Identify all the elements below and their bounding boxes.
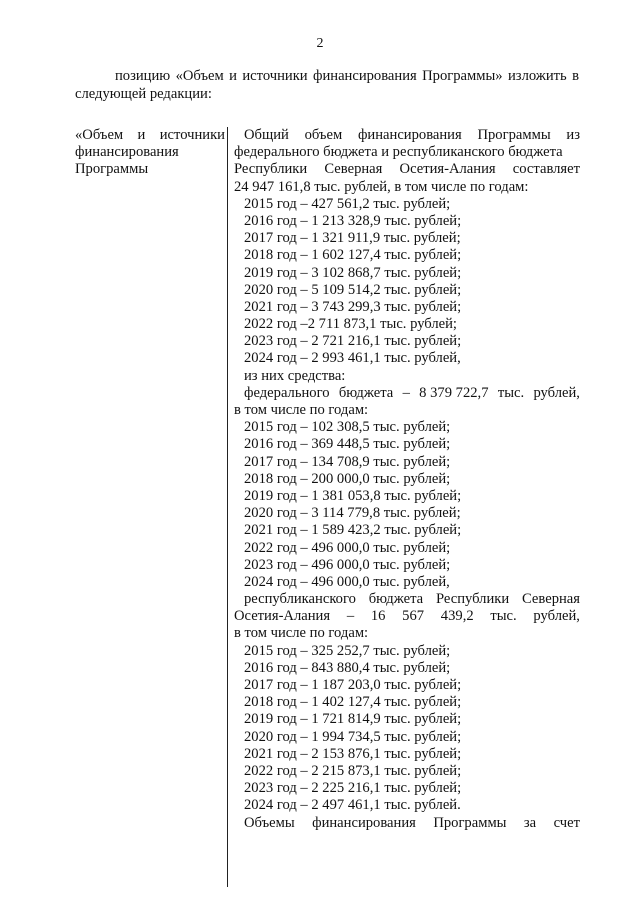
intro-paragraph: позицию «Объем и источники финансирования Программы» изложить в следующей редакции: bbox=[75, 68, 579, 102]
left-cell-line-1 bbox=[75, 127, 225, 144]
total-year-line: 2015 год – 427 561,2 тыс. рублей; bbox=[244, 195, 451, 212]
word: финансирования bbox=[312, 814, 416, 831]
word: из bbox=[566, 127, 580, 143]
total-year-line: 2024 год – 2 993 461,1 тыс. рублей, bbox=[244, 350, 461, 367]
republic-year-line: 2022 год – 2 215 873,1 тыс. рублей; bbox=[244, 762, 462, 779]
word: Общий bbox=[244, 127, 289, 143]
total-year-line: 2023 год – 2 721 216,1 тыс. рублей; bbox=[244, 333, 462, 350]
last-line bbox=[234, 815, 580, 832]
right-line-total-1 bbox=[234, 127, 580, 144]
from-them-line: из них средства: bbox=[244, 367, 346, 384]
republic-year-line: 2023 год – 2 225 216,1 тыс. рублей; bbox=[244, 780, 462, 797]
total-year-line: 2020 год – 5 109 514,2 тыс. рублей; bbox=[244, 281, 462, 298]
left-word: «Объем bbox=[75, 127, 124, 143]
word: – bbox=[346, 608, 355, 625]
left-word: и bbox=[137, 127, 146, 143]
total-year-line: 2018 год – 1 602 127,4 тыс. рублей; bbox=[244, 247, 462, 264]
word: 567 bbox=[402, 608, 425, 625]
word: рублей, bbox=[533, 608, 580, 625]
republic-line-1 bbox=[234, 591, 580, 608]
republic-year-line: 2015 год – 325 252,7 тыс. рублей; bbox=[244, 642, 451, 659]
table-right-cell bbox=[234, 127, 580, 832]
word: федерального bbox=[244, 384, 330, 401]
republic-line-2 bbox=[234, 608, 580, 625]
federal-year-line: 2021 год – 1 589 423,2 тыс. рублей; bbox=[244, 522, 462, 539]
word: Осетия-Алания bbox=[399, 161, 496, 178]
federal-year-line: 2018 год – 200 000,0 тыс. рублей; bbox=[244, 470, 451, 487]
word: тыс. bbox=[490, 608, 517, 625]
federal-year-line: 2017 год – 134 708,9 тыс. рублей; bbox=[244, 453, 451, 470]
federal-line-1 bbox=[234, 385, 580, 402]
word: за bbox=[523, 814, 537, 831]
word: Программы bbox=[477, 127, 551, 143]
word: Северная bbox=[324, 161, 383, 178]
republic-year-line: 2019 год – 1 721 814,9 тыс. рублей; bbox=[244, 711, 462, 728]
word: 8 379 722,7 bbox=[419, 384, 489, 401]
federal-year-line: 2019 год – 1 381 053,8 тыс. рублей; bbox=[244, 487, 462, 504]
word: финансирования bbox=[357, 127, 462, 143]
word: 439,2 bbox=[440, 608, 474, 625]
republic-year-line: 2017 год – 1 187 203,0 тыс. рублей; bbox=[244, 677, 462, 693]
republic-year-line: 2018 год – 1 402 127,4 тыс. рублей; bbox=[244, 694, 462, 711]
word: – bbox=[402, 384, 410, 401]
word: бюджета bbox=[338, 384, 394, 401]
federal-year-line: 2022 год – 496 000,0 тыс. рублей; bbox=[244, 539, 451, 556]
left-cell-line-2: финансирования bbox=[75, 144, 179, 161]
word: республиканского bbox=[244, 591, 356, 608]
republic-year-line: 2016 год – 843 880,4 тыс. рублей; bbox=[244, 659, 451, 676]
total-year-line: 2022 год –2 711 873,1 тыс. рублей; bbox=[244, 316, 457, 333]
federal-year-line: 2020 год – 3 114 779,8 тыс. рублей; bbox=[244, 505, 461, 522]
table-column-divider bbox=[227, 127, 228, 887]
federal-year-line: 2024 год – 496 000,0 тыс. рублей, bbox=[244, 573, 450, 590]
word: счет bbox=[553, 814, 580, 831]
federal-year-line: 2015 год – 102 308,5 тыс. рублей; bbox=[244, 419, 451, 436]
federal-year-line: 2023 год – 496 000,0 тыс. рублей; bbox=[244, 556, 451, 573]
left-word: источники bbox=[159, 127, 225, 143]
word: тыс. bbox=[497, 384, 525, 401]
word: бюджета bbox=[368, 591, 424, 608]
total-year-line: 2019 год – 3 102 868,7 тыс. рублей; bbox=[244, 264, 462, 281]
word: Программы bbox=[433, 814, 507, 831]
table-left-cell bbox=[75, 127, 225, 179]
total-year-line: 2016 год – 1 213 328,9 тыс. рублей; bbox=[244, 212, 462, 229]
word: рублей, bbox=[533, 384, 580, 401]
federal-line-2: в том числе по годам: bbox=[234, 402, 369, 418]
republic-year-line: 2021 год – 2 153 876,1 тыс. рублей; bbox=[244, 745, 462, 762]
word: Республики bbox=[435, 591, 510, 608]
total-year-line: 2017 год – 1 321 911,9 тыс. рублей; bbox=[244, 230, 461, 247]
total-year-line: 2021 год – 3 743 299,3 тыс. рублей; bbox=[244, 298, 462, 315]
republic-line-3: в том числе по годам: bbox=[234, 625, 369, 642]
word: объем bbox=[304, 127, 343, 143]
right-line-total-3 bbox=[234, 161, 580, 178]
word: составляет bbox=[512, 161, 580, 178]
left-cell-line-3: Программы bbox=[75, 161, 149, 178]
word: Осетия-Алания bbox=[234, 608, 331, 625]
right-line-total-4: 24 947 161,8 тыс. рублей, в том числе по годам: bbox=[234, 178, 529, 195]
word: 16 bbox=[370, 608, 386, 625]
word: Республики bbox=[234, 161, 308, 178]
republic-year-line: 2024 год – 2 497 461,1 тыс. рублей. bbox=[244, 797, 461, 814]
word: Объемы bbox=[244, 814, 295, 831]
republic-year-line: 2020 год – 1 994 734,5 тыс. рублей; bbox=[244, 728, 462, 745]
word: Северная bbox=[522, 591, 580, 608]
federal-year-line: 2016 год – 369 448,5 тыс. рублей; bbox=[244, 436, 451, 453]
page-number: 2 bbox=[316, 36, 324, 51]
right-line-total-2: федерального бюджета и республиканского бюджета bbox=[234, 144, 563, 161]
